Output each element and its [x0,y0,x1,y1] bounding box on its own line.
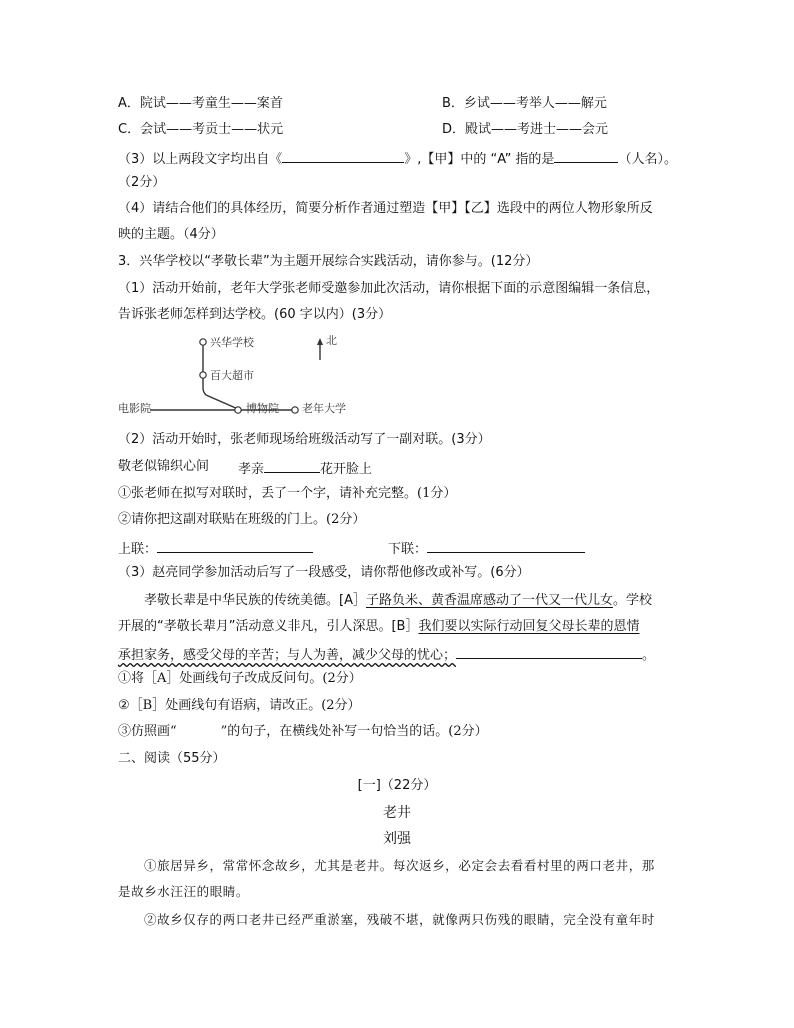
article-title: 老井 [383,805,411,821]
map-label-museum: 博物院 [246,402,279,415]
question-3-3-post: （人名）。 [618,152,677,167]
paragraph-line3 [118,644,655,665]
article-para1-line1: ①旅居异乡，常常怀念故乡，尤其是老井。每次返乡，必定会去看看村里的两口老井，那 [144,858,655,873]
wavy-line-sample [177,723,221,735]
paragraph-line1 [144,592,652,610]
map-label-cinema: 电影院 [118,402,151,415]
question-3-4-line1: （4）请结合他们的具体经历，简要分析作者通过塑造【甲】【乙】选段中的两位人物形象所反 [118,201,653,216]
lower-couplet-line [388,538,585,559]
map-label-supermarket: 百大超市 [210,369,254,382]
question-3-1-line2: 告诉张老师怎样到达学校。(60 字以内）(3分） [118,307,392,322]
choice-b: B．乡试——考举人——解元 [442,96,607,111]
university-marker [292,407,298,413]
paragraph-line2 [118,618,639,636]
book-title-blank[interactable] [282,148,404,163]
upper-couplet-label: 上联： [118,542,158,557]
upper-couplet-blank[interactable] [157,538,313,553]
reading-part-title: [一]（22分） [357,778,437,793]
question-3-title: 3．兴华学校以“孝敬长辈”为主题开展综合实践活动，请你参与。(12分） [118,254,539,269]
section-2-title: 二、阅读（55分） [118,751,226,766]
choice-c: C．会试——考贡士——状元 [118,122,284,137]
question-3-3b-sub2: ②［B］处画线句有语病，请改正。(2分） [118,698,361,713]
paragraph-a-underlined: 子路负米、黄香温席感动了一代又一代儿女 [365,593,613,608]
person-name-blank[interactable] [554,148,618,163]
paragraph-fill-blank[interactable] [456,644,642,659]
question-3-3-score: （2分） [118,175,166,190]
article-para2-line1: ②故乡仅存的两口老井已经严重淤塞，残破不堪，就像两只伤残的眼睛，完全没有童年时 [144,912,655,927]
paragraph-b-pre: 开展的“孝敬长辈月”活动意义非凡，引人深思。[B］ [118,619,419,634]
north-arrow-icon [317,338,323,345]
question-3-2-sub2: ②请你把这副对联贴在班级的门上。(2分） [118,512,366,527]
question-3-4-line2: 映的主题。（4分） [118,227,224,242]
question-3-2-sub1: ①张老师在拟写对联时，丢了一个字，请补充完整。(1分） [118,486,457,501]
couplet-right [238,458,372,479]
paragraph-b-underlined: 我们要以实际行动回复父母长辈的恩情 [418,619,640,634]
question-3-3b-sub3-post: ”的句子，在横线处补写一句恰当的话。(2分） [220,724,488,739]
lower-couplet-blank[interactable] [427,538,585,553]
question-3-3b-sub3 [118,723,488,741]
question-3-3b-intro: （3）赵亮同学参加活动后写了一段感受，请你帮他修改或补写。(6分） [118,565,530,580]
supermarket-marker [200,372,206,378]
couplet-left: 敬老似锦织心间 [118,459,210,474]
route-map [110,326,370,422]
choice-a: A．院试——考童生——案首 [118,96,283,111]
choice-d: D．殿试——考进士——会元 [442,122,609,137]
couplet-missing-char-blank[interactable] [264,458,320,473]
paragraph-a-end: 。学校 [612,593,652,608]
upper-couplet-line [118,538,313,559]
question-3-2-intro: （2）活动开始时，张老师现场给班级活动写了一副对联。(3分） [118,432,491,447]
question-3-3-pre: （3）以上两段文字均出自《 [118,152,283,167]
question-3-3b-sub1: ①将［A］处画线句子改成反问句。(2分） [118,671,362,686]
paragraph-c-end: 。 [642,648,656,663]
question-3-1-line1: （1）活动开始前，老年大学张老师受邀参加此次活动，请你根据下面的示意图编辑一条信息， [118,281,660,296]
museum-marker [235,407,241,413]
paragraph-a-pre: 孝敬长辈是中华民族的传统美德。[A］ [144,593,366,608]
question-3-3b-sub3-pre: ③仿照画“ [118,724,177,739]
school-marker [200,339,206,345]
map-label-north: 北 [326,334,337,347]
couplet-right-post: 花开脸上 [320,462,373,477]
article-author: 刘强 [383,831,411,847]
question-3-3-mid: 》,【甲】中的 “A” 指的是 [404,152,555,167]
map-label-university: 老年大学 [302,402,346,415]
article-para1-line2: 是故乡水汪汪的眼睛。 [118,884,250,899]
map-label-school: 兴华学校 [210,336,254,349]
paragraph-c-wavy: 承担家务，感受父母的辛苦；与人为善，减少父母的忧心； [118,648,457,663]
couplet-right-pre: 孝亲 [238,462,265,477]
lower-couplet-label: 下联： [388,542,428,557]
question-3-3 [118,148,677,169]
